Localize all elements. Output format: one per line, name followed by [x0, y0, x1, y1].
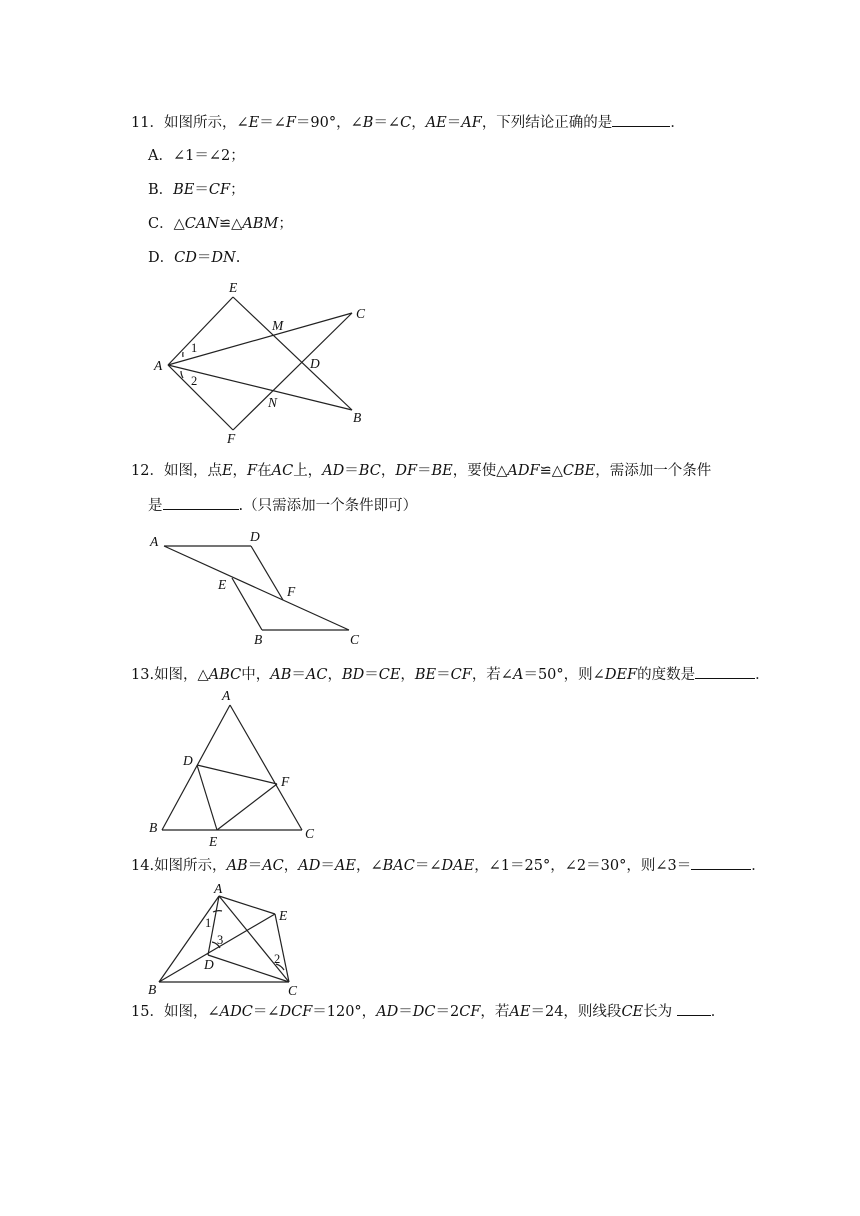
- label-c: C: [356, 306, 366, 321]
- angle-label-2: 2: [274, 952, 281, 966]
- label-a: A: [150, 534, 159, 549]
- angle-label-3: 3: [217, 933, 224, 947]
- q15-stem: 15．如图，∠ADC＝∠DCF＝120°，AD＝DC＝2CF，若AE＝24，则线段CE长为 ．: [131, 1001, 725, 1022]
- q12-stem: 12．如图，点E，F在AC上，AD＝BC，DF＝BE，要使△ADF≌△CBE，需添加一个条件: [131, 463, 712, 479]
- angle-label-2: 2: [191, 374, 198, 388]
- q14-figure-lines: [159, 896, 289, 982]
- label-b: B: [149, 820, 158, 835]
- angle-label-1: 1: [191, 341, 198, 355]
- label-n: N: [268, 395, 278, 410]
- label-a: A: [222, 688, 231, 703]
- label-a: A: [154, 358, 163, 373]
- label-f: F: [227, 431, 236, 446]
- label-b: B: [148, 982, 157, 997]
- answer-blank: [677, 1001, 711, 1016]
- q12-stem-line2: 是 .（只需添加一个条件即可）: [148, 495, 417, 516]
- label-c: C: [305, 826, 315, 841]
- label-e: E: [279, 908, 288, 923]
- question-number: 15．: [131, 1004, 164, 1020]
- label-a: A: [214, 881, 223, 896]
- q11-option-d: D．CD＝DN.: [148, 250, 241, 266]
- question-number: 11．: [131, 115, 164, 131]
- q11-option-b: B．BE＝CF；: [148, 182, 245, 198]
- label-c: C: [288, 983, 298, 998]
- label-e: E: [229, 280, 238, 295]
- label-d: D: [183, 753, 193, 768]
- q11-option-c: C．△CAN≌△ABM；: [148, 216, 293, 232]
- label-f: F: [287, 584, 296, 599]
- label-e: E: [218, 577, 227, 592]
- question-number: 13.: [131, 667, 155, 683]
- q11-stem: 11．如图所示，∠E＝∠F＝90°，∠B＝∠C，AE＝AF，下列结论正确的是 ．: [131, 112, 685, 133]
- label-m: M: [272, 318, 284, 333]
- label-e: E: [209, 834, 218, 849]
- question-number: 14.: [131, 858, 155, 874]
- label-b: B: [353, 410, 362, 425]
- question-number: 12．: [131, 463, 164, 479]
- label-d: D: [310, 356, 320, 371]
- label-f: F: [281, 774, 290, 789]
- angle-label-1: 1: [205, 916, 212, 930]
- label-d: D: [204, 957, 214, 972]
- label-b: B: [254, 632, 263, 647]
- label-c: C: [350, 632, 360, 647]
- q14-stem: 14.如图所示，AB＝AC，AD＝AE，∠BAC＝∠DAE，∠1＝25°，∠2＝30°，则∠3＝ ．: [131, 855, 766, 876]
- label-d: D: [250, 529, 260, 544]
- q13-stem: 13.如图，△ABC中，AB＝AC，BD＝CE，BE＝CF，若∠A＝50°，则∠DEF的度数是 ．: [131, 664, 770, 685]
- q11-option-a: A．∠1＝∠2；: [148, 148, 245, 164]
